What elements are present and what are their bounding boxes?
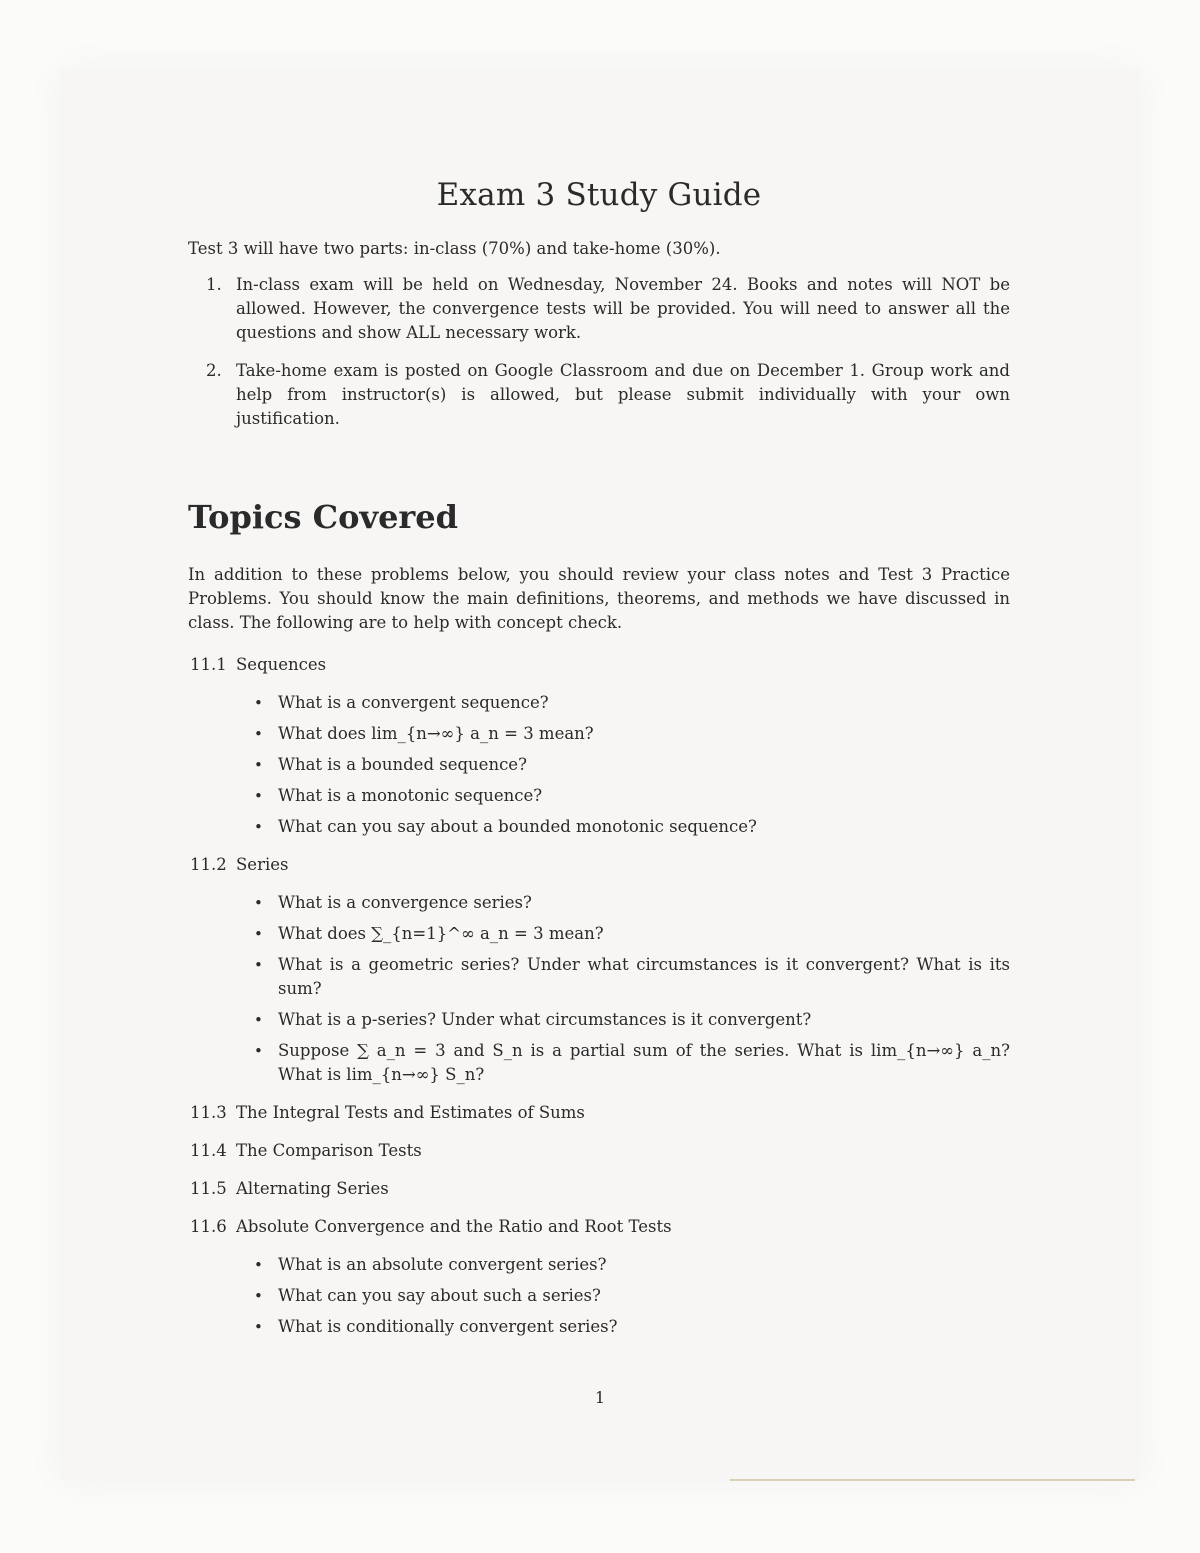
section-title: The Integral Tests and Estimates of Sums: [236, 1103, 585, 1122]
page-edge-line: [730, 1479, 1135, 1481]
question-list: [254, 891, 1010, 1087]
exam-part-number: 2.: [206, 361, 222, 380]
bullet-icon: •: [254, 1256, 263, 1274]
section-heading-11-2: [190, 853, 1010, 877]
section-title: Alternating Series: [236, 1179, 389, 1198]
exam-part-text: In-class exam will be held on Wednesday, November 24. Books and notes will NOT be allowed. However, the convergence tests will be provided. You will need to answer all the questions and show ALL necessary work.: [236, 275, 1010, 342]
exam-part-item: [206, 273, 1010, 345]
section-title: Series: [236, 855, 289, 874]
question-text: What can you say about such a series?: [278, 1286, 601, 1305]
bullet-icon: •: [254, 925, 263, 943]
question-item: [254, 1315, 1010, 1339]
section-heading-11-3: [190, 1101, 1010, 1125]
question-item: [254, 691, 1010, 715]
bullet-icon: •: [254, 818, 263, 836]
question-item: [254, 953, 1010, 1001]
exam-part-item: [206, 359, 1010, 431]
section-number: 11.1: [190, 655, 227, 674]
document-page: [188, 175, 1010, 1353]
question-text: What is a p-series? Under what circumstances is it convergent?: [278, 1010, 812, 1029]
section-number: 11.4: [190, 1141, 227, 1160]
bullet-icon: •: [254, 756, 263, 774]
question-item: [254, 1284, 1010, 1308]
question-list: [254, 691, 1010, 839]
question-text: What does ∑_{n=1}^∞ a_n = 3 mean?: [278, 924, 604, 943]
question-item: [254, 784, 1010, 808]
section-title: Absolute Convergence and the Ratio and Root Tests: [236, 1217, 672, 1236]
question-text: What is a geometric series? Under what circumstances is it convergent? What is its sum?: [278, 955, 1010, 998]
question-text: What is a convergence series?: [278, 893, 532, 912]
exam-part-number: 1.: [206, 275, 222, 294]
question-text: Suppose ∑ a_n = 3 and S_n is a partial sum of the series. What is lim_{n→∞} a_n? What is lim_{n→∞} S_n?: [278, 1041, 1010, 1084]
bullet-icon: •: [254, 1287, 263, 1305]
section-title: The Comparison Tests: [236, 1141, 422, 1160]
question-text: What is a bounded sequence?: [278, 755, 527, 774]
question-text: What does lim_{n→∞} a_n = 3 mean?: [278, 724, 594, 743]
question-item: [254, 815, 1010, 839]
question-text: What is a convergent sequence?: [278, 693, 549, 712]
section-number: 11.3: [190, 1103, 227, 1122]
bullet-icon: •: [254, 787, 263, 805]
bullet-icon: •: [254, 694, 263, 712]
question-list: [254, 1253, 1010, 1339]
question-item: [254, 753, 1010, 777]
exam-part-text: Take-home exam is posted on Google Classroom and due on December 1. Group work and help from instructor(s) is allowed, but please submit individually with your own justification.: [236, 361, 1010, 428]
section-title: Sequences: [236, 655, 327, 674]
section-number: 11.6: [190, 1217, 227, 1236]
bullet-icon: •: [254, 725, 263, 743]
bullet-icon: •: [254, 894, 263, 912]
question-text: What can you say about a bounded monotonic sequence?: [278, 817, 757, 836]
bullet-icon: •: [254, 956, 263, 974]
question-text: What is a monotonic sequence?: [278, 786, 543, 805]
section-number: 11.2: [190, 855, 227, 874]
section-heading-11-5: [190, 1177, 1010, 1201]
section-heading-11-1: [190, 653, 1010, 677]
section-heading-11-4: [190, 1139, 1010, 1163]
exam-parts-list: [206, 273, 1010, 431]
topics-sections: [188, 653, 1010, 1339]
topics-heading: Topics Covered: [188, 498, 459, 536]
page-number: 1: [594, 1388, 606, 1407]
document-title: Exam 3 Study Guide: [436, 177, 762, 213]
bullet-icon: •: [254, 1042, 263, 1060]
bullet-icon: •: [254, 1011, 263, 1029]
bullet-icon: •: [254, 1318, 263, 1336]
question-item: [254, 722, 1010, 746]
question-text: What is an absolute convergent series?: [278, 1255, 607, 1274]
question-item: [254, 922, 1010, 946]
question-item: [254, 1008, 1010, 1032]
section-number: 11.5: [190, 1179, 227, 1198]
section-heading-11-6: [190, 1215, 1010, 1239]
question-item: [254, 1039, 1010, 1087]
question-item: [254, 1253, 1010, 1277]
question-text: What is conditionally convergent series?: [278, 1317, 618, 1336]
intro-text: Test 3 will have two parts: in-class (70%) and take-home (30%).: [188, 239, 721, 258]
topics-intro: In addition to these problems below, you should review your class notes and Test 3 Practice Problems. You should know the main definitions, theorems, and methods we have discussed in class. The following are to help with concept check.: [188, 565, 1010, 632]
question-item: [254, 891, 1010, 915]
